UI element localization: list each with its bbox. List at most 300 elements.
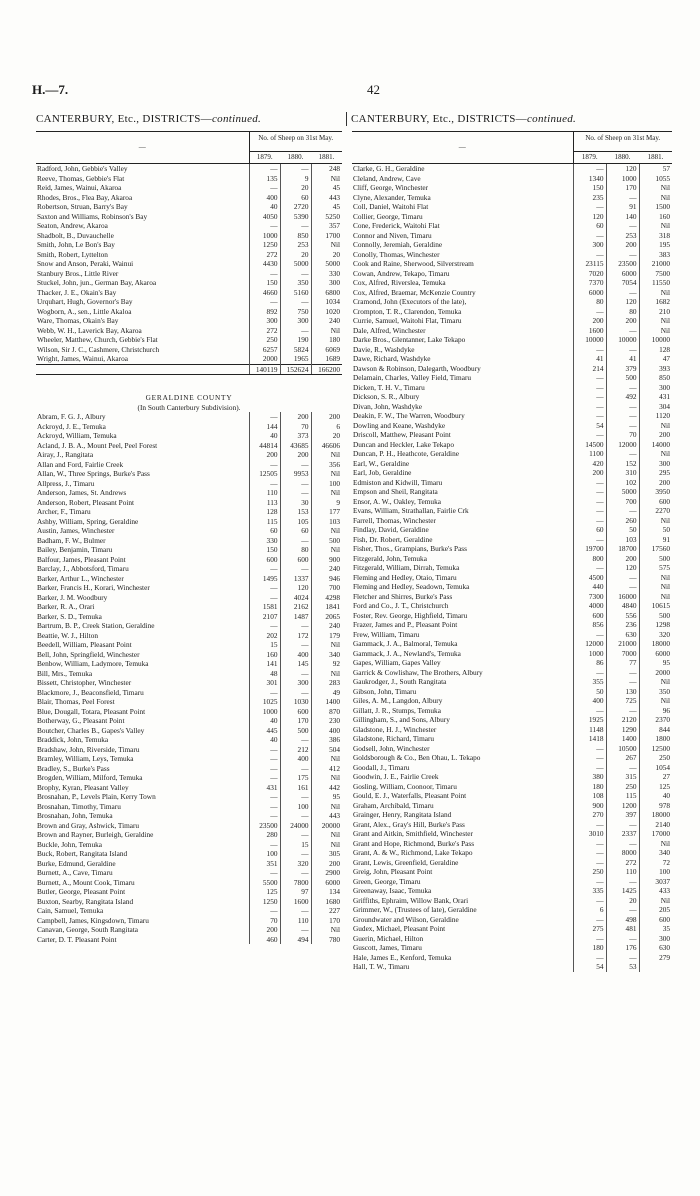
sheep-count: 600 [573, 611, 606, 621]
table-row [352, 250, 672, 260]
sheep-count: 780 [311, 935, 342, 945]
sheep-count: — [280, 868, 311, 878]
table-row [36, 536, 342, 546]
table-row [36, 498, 342, 508]
caption-divider [346, 112, 347, 126]
sheep-count: 357 [311, 221, 342, 231]
table-row [352, 164, 672, 174]
table-row [352, 544, 672, 554]
sheep-count: 144 [249, 422, 280, 432]
page-number: 42 [367, 82, 380, 97]
owner-name: Goodall, J., Timaru [353, 762, 410, 772]
table-row [36, 849, 342, 859]
owner-name: Radford, John, Gebbie's Valley [37, 164, 128, 173]
sheep-count: 500 [311, 536, 342, 546]
sheep-count: — [573, 345, 606, 355]
owner-name: Dickson, S. R., Albury [353, 392, 420, 401]
sheep-count: — [249, 688, 280, 698]
sheep-count: 2065 [311, 612, 342, 622]
owner-name: Empson and Sheil, Rangitata [353, 487, 438, 496]
owner-name: Gillatt, J. R., Stumps, Temuka [353, 705, 441, 715]
sheep-count: 412 [311, 764, 342, 774]
owner-name: Beattie, W. J., Hilton [37, 630, 99, 640]
owner-name: Darke Bros., Glentanner, Lake Tekapo [353, 335, 466, 344]
owner-name: Smith, Robert, Lyttelton [37, 249, 108, 259]
sheep-count: 105 [280, 517, 311, 527]
table-row [352, 915, 672, 925]
owner-name: Graham, Archibald, Timaru [353, 800, 434, 810]
sheep-count: — [280, 269, 311, 279]
sheep-count: — [280, 688, 311, 698]
sheep-count: 41 [606, 354, 639, 364]
sheep-count: 20000 [311, 821, 342, 831]
sheep-count: 72 [639, 858, 672, 868]
sheep-count: — [606, 250, 639, 260]
sheep-count: 850 [280, 231, 311, 241]
table-row [36, 221, 342, 231]
table-row [352, 449, 672, 459]
sheep-count: 30 [280, 498, 311, 508]
sheep-count: — [606, 383, 639, 393]
owner-name: Wogborn, A., sen., Little Akaloa [37, 306, 132, 316]
owner-name: Barker, J. M. Woodbury [37, 592, 108, 602]
sheep-count: 1340 [573, 174, 606, 184]
left-rows [36, 164, 342, 365]
owner-name: Bradshaw, John, Riverside, Timaru [37, 744, 140, 754]
sheep-count: Nil [311, 240, 342, 250]
sheep-count: 350 [639, 687, 672, 697]
table-row [352, 886, 672, 896]
total-value: 166200 [311, 364, 342, 375]
sheep-count: 978 [639, 801, 672, 811]
table-row [36, 307, 342, 317]
sheep-count: 6000 [639, 649, 672, 659]
owner-name: Gould, E. J., Waterfalls, Pleasant Point [353, 791, 467, 800]
sheep-count: 2162 [280, 602, 311, 612]
sheep-count: 443 [311, 811, 342, 821]
sheep-count: Nil [311, 754, 342, 764]
sheep-count: — [249, 593, 280, 603]
table-row [352, 193, 672, 203]
sheep-count: Nil [639, 677, 672, 687]
sheep-count: 41 [573, 354, 606, 364]
sheep-count: 45 [311, 183, 342, 193]
owner-name: Burnett, A., Cave, Timaru [37, 868, 113, 877]
table-row [352, 392, 672, 402]
owner-name: Frazer, James and P., Pleasant Point [353, 620, 458, 629]
owner-name: Driscoll, Matthew, Pleasant Point [353, 430, 451, 439]
owner-name: Greig, John, Pleasant Point [353, 867, 433, 876]
table-row [352, 630, 672, 640]
sheep-count: 1055 [639, 174, 672, 184]
sheep-count: 1100 [573, 449, 606, 459]
sheep-count: 300 [573, 240, 606, 250]
sheep-count: 54 [573, 421, 606, 431]
table-row [352, 506, 672, 516]
owner-name: Rhodes, Bros., Flea Bay, Akaroa [37, 192, 133, 202]
sheep-count: 700 [606, 497, 639, 507]
owner-name: Burke, Edmund, Geraldine [37, 858, 116, 868]
sheep-count: — [249, 297, 280, 307]
sheep-count: 40 [639, 791, 672, 801]
owner-name: Cleland, Andrew, Cave [353, 173, 421, 183]
owner-name: Stanbury Bros., Little River [37, 268, 119, 278]
table-row [352, 763, 672, 773]
table-row [36, 640, 342, 650]
owner-name: Evans, William, Strathallan, Fairlie Crk [353, 506, 469, 515]
sheep-count: 850 [639, 373, 672, 383]
sheep-count: — [573, 763, 606, 773]
sheep-count: — [249, 906, 280, 916]
sheep-count: 10000 [573, 335, 606, 345]
owner-name: Anderson, Robert, Pleasant Point [37, 497, 135, 507]
owner-name: Cliff, George, Winchester [353, 183, 429, 192]
table-row [352, 601, 672, 611]
table-row [352, 307, 672, 317]
sheep-count: 1600 [280, 897, 311, 907]
sheep-count: 9953 [280, 469, 311, 479]
sheep-count: 150 [249, 278, 280, 288]
sheep-count: 240 [311, 316, 342, 326]
owner-name: Goodwin, J. E., Fairlie Creek [353, 772, 439, 781]
table-row [36, 707, 342, 717]
table-row [36, 231, 342, 241]
sheep-count: — [573, 820, 606, 830]
sheep-count: — [606, 193, 639, 203]
table-row [352, 896, 672, 906]
table-row [352, 782, 672, 792]
sheep-count: 57 [639, 164, 672, 174]
table-row [36, 659, 342, 669]
sheep-count: 300 [280, 316, 311, 326]
table-row [352, 668, 672, 678]
year-header: 1880. [280, 152, 311, 164]
sheep-count: 6000 [311, 878, 342, 888]
sheep-count: 844 [639, 725, 672, 735]
table-row [352, 924, 672, 934]
owner-name: Coll, Daniel, Waitohi Flat [353, 202, 429, 211]
sheep-count: — [249, 412, 280, 422]
sheep-count: 4430 [249, 259, 280, 269]
owner-name: Cox, Alfred, Braemar, McKenzie Country [353, 287, 476, 297]
owner-name: Edmiston and Kidwill, Timaru [353, 477, 443, 487]
owner-name: Fish, Dr. Robert, Geraldine [353, 534, 433, 544]
total-value: 140119 [249, 364, 280, 375]
table-row [352, 354, 672, 364]
sheep-count: — [573, 630, 606, 640]
sheep-count: 128 [249, 507, 280, 517]
table-row [352, 411, 672, 421]
sheep-count: 7500 [639, 269, 672, 279]
owner-name: Foster, Rev. George, Highfield, Timaru [353, 610, 468, 620]
sheep-count: — [280, 830, 311, 840]
sheep-count: Nil [311, 450, 342, 460]
owner-name: Barker, Francis H., Korari, Winchester [37, 583, 150, 592]
owner-name: Allpress, J., Timaru [37, 478, 95, 488]
table-row [352, 905, 672, 915]
sheep-count: 200 [573, 468, 606, 478]
sheep-count: 1030 [280, 697, 311, 707]
table-row [36, 345, 342, 355]
sheep-count: 248 [311, 164, 342, 174]
owner-name: Blair, Thomas, Peel Forest [37, 697, 115, 706]
sheep-count: 494 [280, 935, 311, 945]
sheep-count: 2000 [639, 668, 672, 678]
owner-name: Gaukrodger, J., South Rangitata [353, 677, 447, 686]
table-row [36, 335, 342, 345]
sheep-count: 1400 [606, 734, 639, 744]
sheep-count: Nil [639, 839, 672, 849]
sheep-count: 190 [280, 335, 311, 345]
county-heading-row [36, 375, 342, 403]
sheep-count: 96 [639, 706, 672, 716]
owner-name: Hall, T. W., Timaru [353, 962, 410, 971]
sheep-count: 250 [249, 335, 280, 345]
sheep-count: 15 [249, 640, 280, 650]
owner-name: Divan, John, Washdyke [353, 401, 422, 411]
sheep-count: — [573, 250, 606, 260]
table-row [36, 450, 342, 460]
sheep-count: 700 [311, 583, 342, 593]
owner-name: Fleming and Hedley, Otaio, Timaru [353, 572, 457, 582]
sheep-count: 4500 [573, 573, 606, 583]
sheep-count: 2107 [249, 612, 280, 622]
table-row [36, 326, 342, 336]
sheep-count: 6257 [249, 345, 280, 355]
sheep-count: 60 [280, 193, 311, 203]
table-row [352, 839, 672, 849]
owner-name: Ware, Thomas, Okain's Bay [37, 316, 119, 325]
table-row [352, 953, 672, 963]
sheep-count: 1841 [311, 602, 342, 612]
owner-name: Robertson, Struan, Barry's Bay [37, 202, 128, 211]
right-table [352, 131, 672, 972]
table-row [36, 183, 342, 193]
sheep-count: 10500 [606, 744, 639, 754]
table-row [352, 791, 672, 801]
sheep-count: 383 [639, 250, 672, 260]
owner-name: Grimmer, W., (Trustees of late), Geraldine [353, 905, 477, 914]
owner-name: Gladstone, Richard, Timaru [353, 734, 435, 743]
owner-name: Frew, William, Timaru [353, 629, 420, 639]
sheep-count: 3037 [639, 877, 672, 887]
sheep-count: 600 [280, 555, 311, 565]
right-caption [351, 113, 576, 125]
right-caption-main: CANTERBURY, Etc., DISTRICTS— [351, 113, 527, 125]
table-row [36, 859, 342, 869]
table-row [36, 678, 342, 688]
owner-name: Earl, W., Geraldine [353, 458, 410, 468]
table-row [352, 440, 672, 450]
sheep-count: — [606, 421, 639, 431]
sheep-count: 236 [606, 620, 639, 630]
table-row [352, 649, 672, 659]
owner-name: Blackmore, J., Beaconsfield, Timaru [37, 687, 144, 697]
sheep-count: 49 [311, 688, 342, 698]
sheep-count: 43685 [280, 441, 311, 451]
table-row [36, 564, 342, 574]
sheep-count: — [280, 460, 311, 470]
sheep-count: Nil [639, 183, 672, 193]
sheep-count: 351 [249, 859, 280, 869]
sheep-count: 35 [639, 924, 672, 934]
sheep-count: 8000 [606, 848, 639, 858]
sheep-count: 160 [249, 650, 280, 660]
sheep-count: 120 [606, 563, 639, 573]
table-row [352, 867, 672, 877]
owner-name: Reid, James, Wainui, Akaroa [37, 183, 122, 192]
sheep-count: 177 [311, 507, 342, 517]
sheep-count: 60 [249, 526, 280, 536]
table-row [352, 183, 672, 193]
left-rows-geraldine [36, 412, 342, 944]
sheep-count: — [249, 811, 280, 821]
sheep-count: 500 [639, 554, 672, 564]
owner-name: Anderson, James, St. Andrews [37, 488, 127, 497]
sheep-count: — [249, 868, 280, 878]
sheep-count: — [573, 858, 606, 868]
owner-name: Brosnahan, John, Temuka [37, 811, 113, 820]
sheep-count: — [280, 221, 311, 231]
sheep-count: 40 [249, 735, 280, 745]
sheep-count: 9 [311, 498, 342, 508]
sheep-count: 1337 [280, 574, 311, 584]
sheep-count: 2900 [311, 868, 342, 878]
owner-name: Seaton, Andrew, Akaroa [37, 221, 108, 230]
table-row [352, 639, 672, 649]
owner-name: Canavan, George, South Rangitata [37, 925, 138, 934]
owner-name: Wheeler, Matthew, Church, Gebbie's Flat [37, 335, 158, 344]
sheep-count: — [249, 745, 280, 755]
sheep-count: 60 [280, 526, 311, 536]
table-row [36, 745, 342, 755]
sheep-count: — [249, 269, 280, 279]
table-row [352, 231, 672, 241]
sheep-count: 9 [280, 174, 311, 184]
owner-name: Fitzgerald, John, Temuka [353, 553, 427, 563]
sheep-count: 175 [280, 773, 311, 783]
table-row [36, 441, 342, 451]
sheep-count: Nil [639, 582, 672, 592]
sheep-count: 5000 [280, 259, 311, 269]
sheep-count: — [280, 906, 311, 916]
sheep-count: 134 [311, 887, 342, 897]
sheep-count: 2140 [639, 820, 672, 830]
owner-name: Cramond, John (Executors of the late), [353, 297, 467, 306]
sheep-count: 750 [280, 307, 311, 317]
sheep-count [639, 962, 672, 972]
sheep-count: — [280, 164, 311, 174]
sheep-count: 420 [573, 459, 606, 469]
sheep-count: — [606, 573, 639, 583]
owner-name: Deakin, F. W., The Warren, Woodbury [353, 411, 465, 420]
owner-name: Green, George, Timaru [353, 876, 421, 886]
sheep-count: — [573, 535, 606, 545]
sheep-count: 1148 [573, 725, 606, 735]
sheep-count: 300 [311, 278, 342, 288]
table-row [352, 459, 672, 469]
year-header: 1879. [249, 152, 280, 164]
sheep-count: — [573, 383, 606, 393]
table-row [36, 773, 342, 783]
table-row [352, 573, 672, 583]
sheep-count: 160 [639, 212, 672, 222]
table-row [352, 364, 672, 374]
owner-name: Gillingham, S., and Sons, Albury [353, 715, 450, 724]
sheep-count: 1000 [606, 174, 639, 184]
sheep-count: 12500 [639, 744, 672, 754]
sheep-count: 128 [639, 345, 672, 355]
sheep-count: 80 [573, 297, 606, 307]
sheep-count: 135 [249, 174, 280, 184]
table-row [352, 269, 672, 279]
table-row [36, 821, 342, 831]
table-row [36, 545, 342, 555]
sheep-count: — [573, 373, 606, 383]
table-row [36, 316, 342, 326]
sheep-count: 600 [280, 707, 311, 717]
sheep-count: 10615 [639, 601, 672, 611]
sheep-count: — [280, 326, 311, 336]
owner-name: Earl, Job, Geraldine [353, 468, 412, 477]
sheep-count: — [606, 402, 639, 412]
owner-name: Brown and Gray, Ashwick, Timaru [37, 820, 140, 830]
sheep-count: — [249, 802, 280, 812]
sheep-count: 20 [280, 183, 311, 193]
sheep-count: 500 [280, 726, 311, 736]
table-row [36, 935, 342, 945]
table-row [352, 259, 672, 269]
sheep-count: 18000 [639, 639, 672, 649]
sheep-count: — [249, 221, 280, 231]
table-row [352, 478, 672, 488]
owner-name: Buxton, Searby, Rangitata Island [37, 896, 134, 906]
table-row [36, 174, 342, 184]
table-row [36, 526, 342, 536]
sheep-count: 320 [639, 630, 672, 640]
sheep-count: 445 [249, 726, 280, 736]
table-row [36, 631, 342, 641]
sheep-count: 335 [573, 886, 606, 896]
sheep-count: 172 [280, 631, 311, 641]
sheep-count: 125 [639, 782, 672, 792]
sheep-count: — [573, 848, 606, 858]
sheep-count: 20 [280, 250, 311, 260]
sheep-count: — [606, 677, 639, 687]
sheep-count: 200 [606, 554, 639, 564]
owner-name: Ashby, William, Spring, Geraldine [37, 516, 139, 526]
table-row [36, 354, 342, 364]
table-row [36, 412, 342, 422]
sheep-count: 6 [573, 905, 606, 915]
total-value: 152624 [280, 364, 311, 375]
table-row [352, 240, 672, 250]
sheep-count: 4298 [311, 593, 342, 603]
sheep-count: — [573, 753, 606, 763]
sheep-count: 200 [639, 430, 672, 440]
owner-name: Acland, J. B. A., Mount Peel, Peel Forest [37, 440, 158, 450]
sheep-count: — [280, 488, 311, 498]
sheep-count: 1020 [311, 307, 342, 317]
sheep-count: — [249, 840, 280, 850]
sheep-count: Nil [311, 669, 342, 679]
sheep-count: 200 [249, 450, 280, 460]
sheep-count: Nil [639, 573, 672, 583]
table-row [36, 259, 342, 269]
sheep-count: 46606 [311, 441, 342, 451]
sheep-count: 21000 [639, 259, 672, 269]
sheep-count: — [280, 792, 311, 802]
